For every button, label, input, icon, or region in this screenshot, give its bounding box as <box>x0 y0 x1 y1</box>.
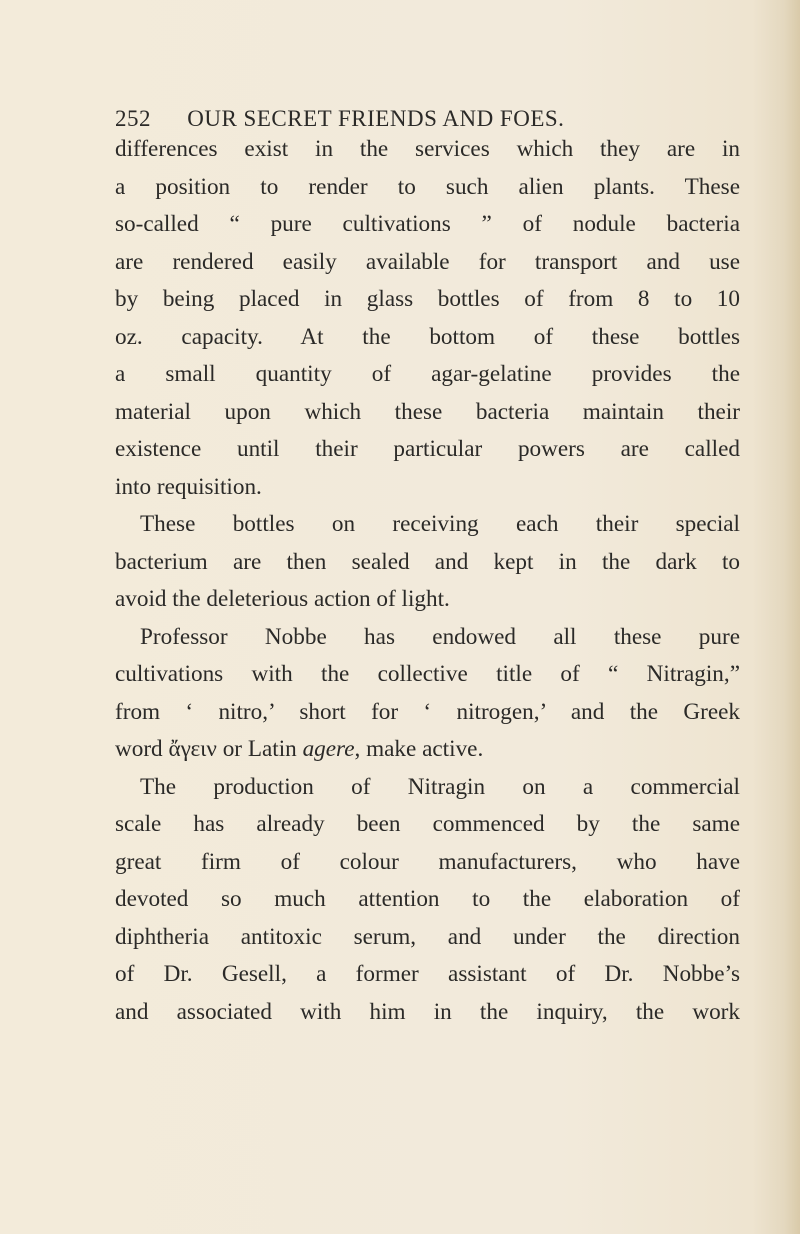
text-line: oz. capacity. At the bottom of these bottles <box>115 323 740 350</box>
text-line: differences exist in the services which they are in <box>115 136 740 162</box>
text-line: of Dr. Gesell, a former assistant of Dr. Nobbe’s <box>115 961 740 987</box>
text-line: a position to render to such alien plants. These <box>115 173 740 200</box>
text-line: devoted so much attention to the elaboration of <box>115 886 740 912</box>
text-line: diphtheria antitoxic serum, and under the direction <box>115 923 740 950</box>
text-line: word ἄγειν or Latin agere, make active. <box>115 736 484 762</box>
text-line: existence until their particular powers are called <box>115 436 740 462</box>
text-line: These bottles on receiving each their special <box>140 511 740 537</box>
text-line: a small quantity of agar-gelatine provides the <box>115 361 740 387</box>
text-line: Professor Nobbe has endowed all these pure <box>140 623 740 650</box>
page-number: 252 <box>115 106 151 131</box>
text-line: The production of Nitragin on a commercial <box>140 773 740 800</box>
text-line: by being placed in glass bottles of from 8 to 10 <box>115 286 740 312</box>
text-line: scale has already been commenced by the same <box>115 811 740 837</box>
text-line: material upon which these bacteria maintain their <box>115 398 740 425</box>
text-line: great firm of colour manufacturers, who have <box>115 848 740 875</box>
text-line: avoid the deleterious action of light. <box>115 586 450 612</box>
text-line: so-called “ pure cultivations ” of nodule bacteria <box>115 211 740 237</box>
text-line: into requisition. <box>115 473 262 500</box>
running-title: OUR SECRET FRIENDS AND FOES. <box>187 106 565 131</box>
text-line: bacterium are then sealed and kept in the dark to <box>115 548 740 575</box>
text-line: from ‘ nitro,’ short for ‘ nitrogen,’ and the Greek <box>115 698 740 725</box>
latin-word: agere <box>302 736 355 762</box>
text-line: are rendered easily available for transport and use <box>115 248 740 275</box>
text-line: cultivations with the collective title of “ Nitragin,” <box>115 661 740 687</box>
text-line: and associated with him in the inquiry, the work <box>115 998 740 1025</box>
body-text <box>115 131 740 1031</box>
